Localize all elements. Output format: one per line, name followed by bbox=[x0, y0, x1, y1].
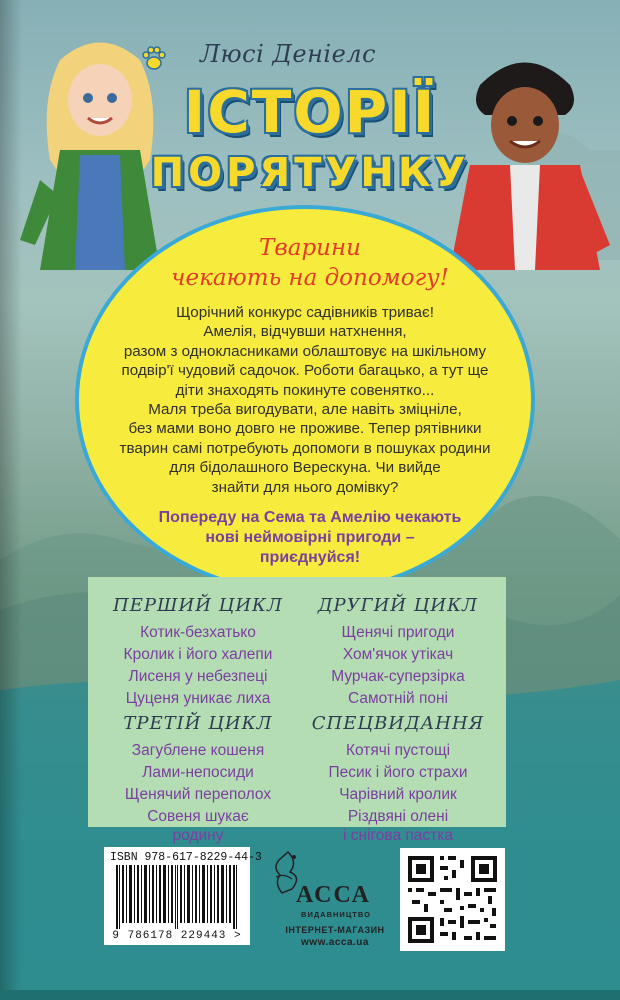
special-book: Котячі пустощі bbox=[345, 742, 451, 759]
blurb-line: без мами воно довго не проживе. Тепер рятівники bbox=[128, 420, 482, 438]
cycle2-book: Самотній поні bbox=[347, 690, 448, 707]
blurb-line: Маля треба вигодувати, але навіть зміцніле, bbox=[148, 401, 462, 419]
special-heading: СПЕЦВИДАННЯ bbox=[311, 713, 485, 734]
cycle1-book: Цуценя уникає лиха bbox=[125, 690, 271, 707]
shop-url: www.acca.ua bbox=[301, 937, 369, 948]
cycle2-book: Мурчак-суперзірка bbox=[331, 668, 465, 685]
cycle1-book: Лисеня у небезпеці bbox=[128, 668, 268, 685]
blurb-line: разом з однокласниками облаштовує на шкільному bbox=[123, 342, 487, 360]
tagline-line1: Тварини bbox=[259, 235, 361, 261]
cycle2-heading: ДРУГИЙ ЦИКЛ bbox=[317, 595, 479, 616]
special-book: Різдвяні олені bbox=[347, 808, 449, 825]
cycle2-book: Щенячі пригоди bbox=[341, 624, 455, 641]
cycle1-book: Кролик і його халепи bbox=[123, 646, 273, 663]
blurb-line: Амелія, відчувши натхнення, bbox=[203, 323, 407, 341]
publisher-name: АССА bbox=[296, 882, 371, 908]
tagline-line2: чекають на допомогу! bbox=[171, 265, 449, 291]
promo-line: приєднуйся! bbox=[259, 549, 361, 566]
barcode-number: 9 786178 229443 > bbox=[112, 930, 242, 942]
cycle1-heading: ПЕРШИЙ ЦИКЛ bbox=[113, 595, 283, 616]
cycle1-book: Котик-безхатько bbox=[140, 624, 256, 641]
qr-code-pattern bbox=[400, 848, 505, 951]
special-book: Чарівний кролик bbox=[339, 786, 457, 803]
cycle2-book: Хом'ячок утікач bbox=[342, 646, 454, 663]
author-name: Люсі Деніелс bbox=[200, 40, 377, 68]
blurb-line: знайти для нього домівку? bbox=[211, 478, 399, 496]
blurb-line: Щорічний конкурс садівників триває! bbox=[176, 304, 434, 321]
tagline bbox=[150, 233, 470, 293]
cycle3-book: Совеня шукає bbox=[147, 808, 249, 825]
cycle3-heading: ТРЕТІЙ ЦИКЛ bbox=[123, 713, 273, 734]
blurb-text bbox=[100, 303, 510, 497]
promo-text bbox=[120, 508, 500, 568]
blurb-line: для бідолашного Верескуна. Чи вийде bbox=[169, 459, 441, 477]
special-book: Песик і його страхи bbox=[328, 764, 468, 781]
cycle3-book: родину bbox=[172, 827, 224, 844]
publisher-label: ВИДАВНИЦТВО bbox=[301, 910, 371, 919]
cycle3-book: Загублене кошеня bbox=[131, 742, 265, 759]
cover-bottom-edge bbox=[0, 990, 620, 1000]
blurb-line: подвір'ї чудовий садочок. Роботи багацько, а тут ще bbox=[121, 362, 489, 380]
isbn-label: ISBN 978-617-8229-44-3 bbox=[110, 851, 262, 864]
cycle3-book: Щенячий переполох bbox=[124, 786, 272, 803]
blurb-line: тварин самі потребують допомоги в пошуках родини bbox=[119, 439, 491, 457]
paw-icon bbox=[140, 44, 168, 72]
qr-code bbox=[400, 848, 505, 951]
spine-shadow bbox=[0, 0, 22, 1000]
series-title-line1: ІСТОРІЇ bbox=[183, 78, 437, 146]
special-book: і снігова пастка bbox=[342, 827, 454, 844]
series-title-line2: ПОРЯТУНКУ bbox=[150, 150, 470, 196]
shop-label: ІНТЕРНЕТ-МАГАЗИН bbox=[285, 925, 385, 935]
promo-line: Попереду на Сема та Амелію чекають bbox=[158, 509, 462, 526]
blurb-line: діти знаходять покинуте совенятко... bbox=[175, 381, 435, 399]
promo-line: нові неймовірні пригоди – bbox=[205, 529, 415, 546]
cycle3-book: Лами-непосиди bbox=[142, 764, 254, 781]
